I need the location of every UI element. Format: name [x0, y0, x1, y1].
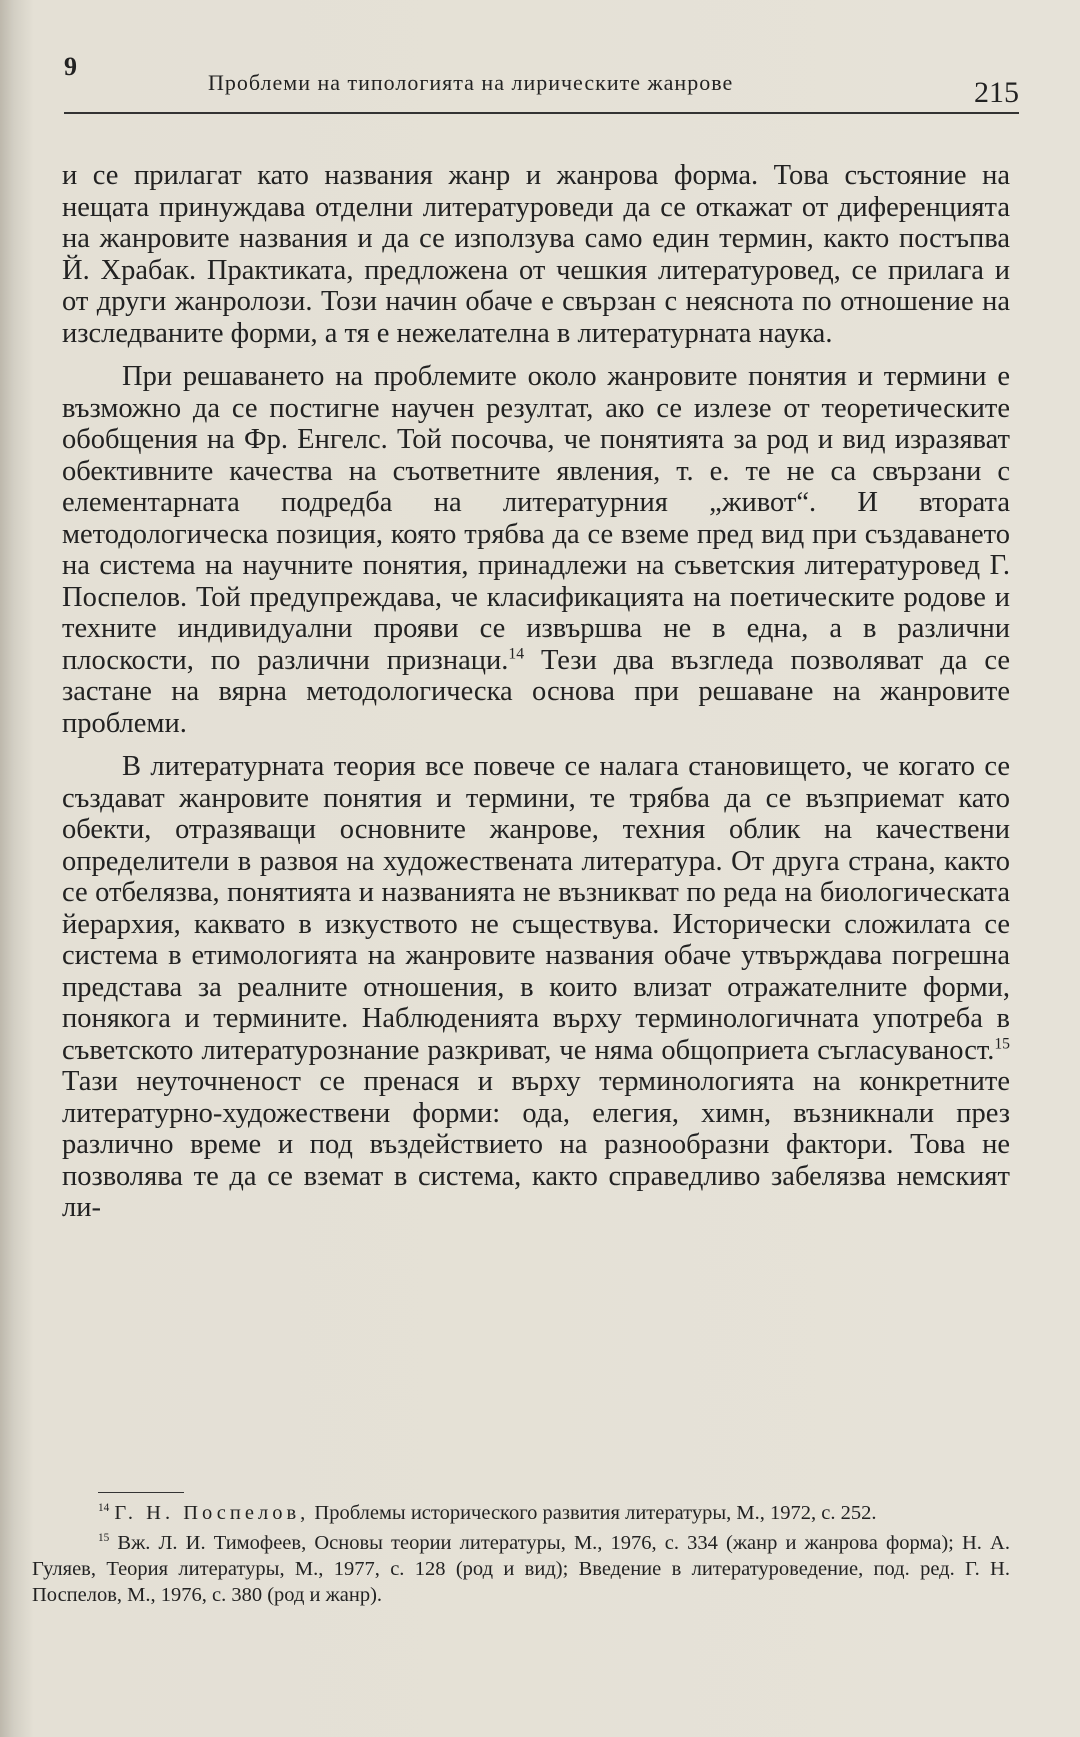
body-text — [62, 160, 1010, 1236]
printer-signature: 9 — [64, 52, 77, 81]
paragraph-3-part-a: В литературната теория все повече се налага становището, че когато се създават жанровите понятия и термини, те трябва да се възприемат като обекти, отразяващи основните жанрове, техния облик на качествени определители в развоя на художествената литература. От друга страна, както се отбелязва, понятията и названията не възникват по реда на биологическата йерархия, каквато в изкуството не съществува. Исторически сложилата се система в етимологията на жанровите названия обаче утвърждава погрешна представа за реалните отношения, в които влизат отражателните форми, понякога и термините. Наблюденията върху терминологичната употреба в съветското литературознание разкриват, че няма общоприета съгласуваност. — [62, 751, 1010, 1066]
paragraph-2-part-b: Тези два възгледа позволяват да се застане на вярна методологическа основа при решаване на жанровите проблеми. — [62, 644, 1011, 739]
footnotes — [32, 1500, 1010, 1612]
footnote-14-number: 14 — [98, 1502, 110, 1515]
paragraph-3-part-b: Тази неуточненост се пренася и върху терминологията на конкретните литературно-художествени форми: ода, елегия, химн, възникнали през различно време и под въздействието на разнообразни фактори. Това не позволява те да се вземат в система, както справедливо забелязва немският ли- — [62, 1066, 1010, 1223]
footnote-15-text: Вж. Л. И. Тимофеев, Основы теории литературы, М., 1976, с. 334 (жанр и жанрова форма); Н. А. Гуляев, Теория литературы, М., 1977, с. 128 (род и вид); Введение в литературоведение, под. ред. Г. Н. Поспелов, М., 1976, с. 380 (род и жанр). — [32, 1532, 1010, 1606]
footnote-ref-14: 14 — [508, 645, 525, 662]
paragraph-2 — [62, 361, 1010, 739]
footnote-15-number: 15 — [98, 1532, 110, 1545]
page-header — [64, 52, 1019, 114]
paragraph-1: и се прилагат като названия жанр и жанрова форма. Това състояние на нещата принуждава отделни литературоведи да се откажат от диференцията на жанровите названия и да се използува само един термин, както постъпва Й. Храбак. Практиката, предложена от чешкия литературовед, се прилага и от други жанролози. Този начин обаче е свързан с неяснота по отношение на изследваните форми, а тя е нежелателна в литературната наука. — [62, 160, 1010, 349]
paragraph-2-part-a: При решаването на проблемите около жанровите понятия и термини е възможно да се постигне научен резултат, ако се излезе от теоретическите обобщения на Фр. Енгелс. Той посочва, че понятията за род и вид изразяват обективните качества на съответните явления, т. е. те не са свързани с елементарната подредба на литературния „живот“. И втората методологическа позиция, която трябва да се вземе пред вид при създаването на система на научните понятия, принадлежи на съветския литературовед Г. Поспелов. Той предупреждава, че класификацията на поетическите родове и техните индивидуални прояви се извършва не в една, а в различни плоскости, по различни признаци. — [62, 361, 1010, 676]
footnote-14-text: Проблемы исторического развития литературы, М., 1972, с. 252. — [309, 1502, 877, 1524]
header-rule — [64, 112, 1019, 114]
footnote-rule — [98, 1492, 184, 1493]
running-title: Проблеми на типологията на лирическите жанрове — [208, 70, 734, 95]
footnote-14-author: Г. Н. Поспелов, — [114, 1502, 310, 1524]
page-number: 215 — [974, 76, 1019, 109]
paragraph-3 — [62, 751, 1010, 1224]
footnote-15 — [32, 1530, 1010, 1608]
footnote-ref-15: 15 — [994, 1035, 1010, 1052]
footnote-14 — [32, 1500, 1010, 1526]
